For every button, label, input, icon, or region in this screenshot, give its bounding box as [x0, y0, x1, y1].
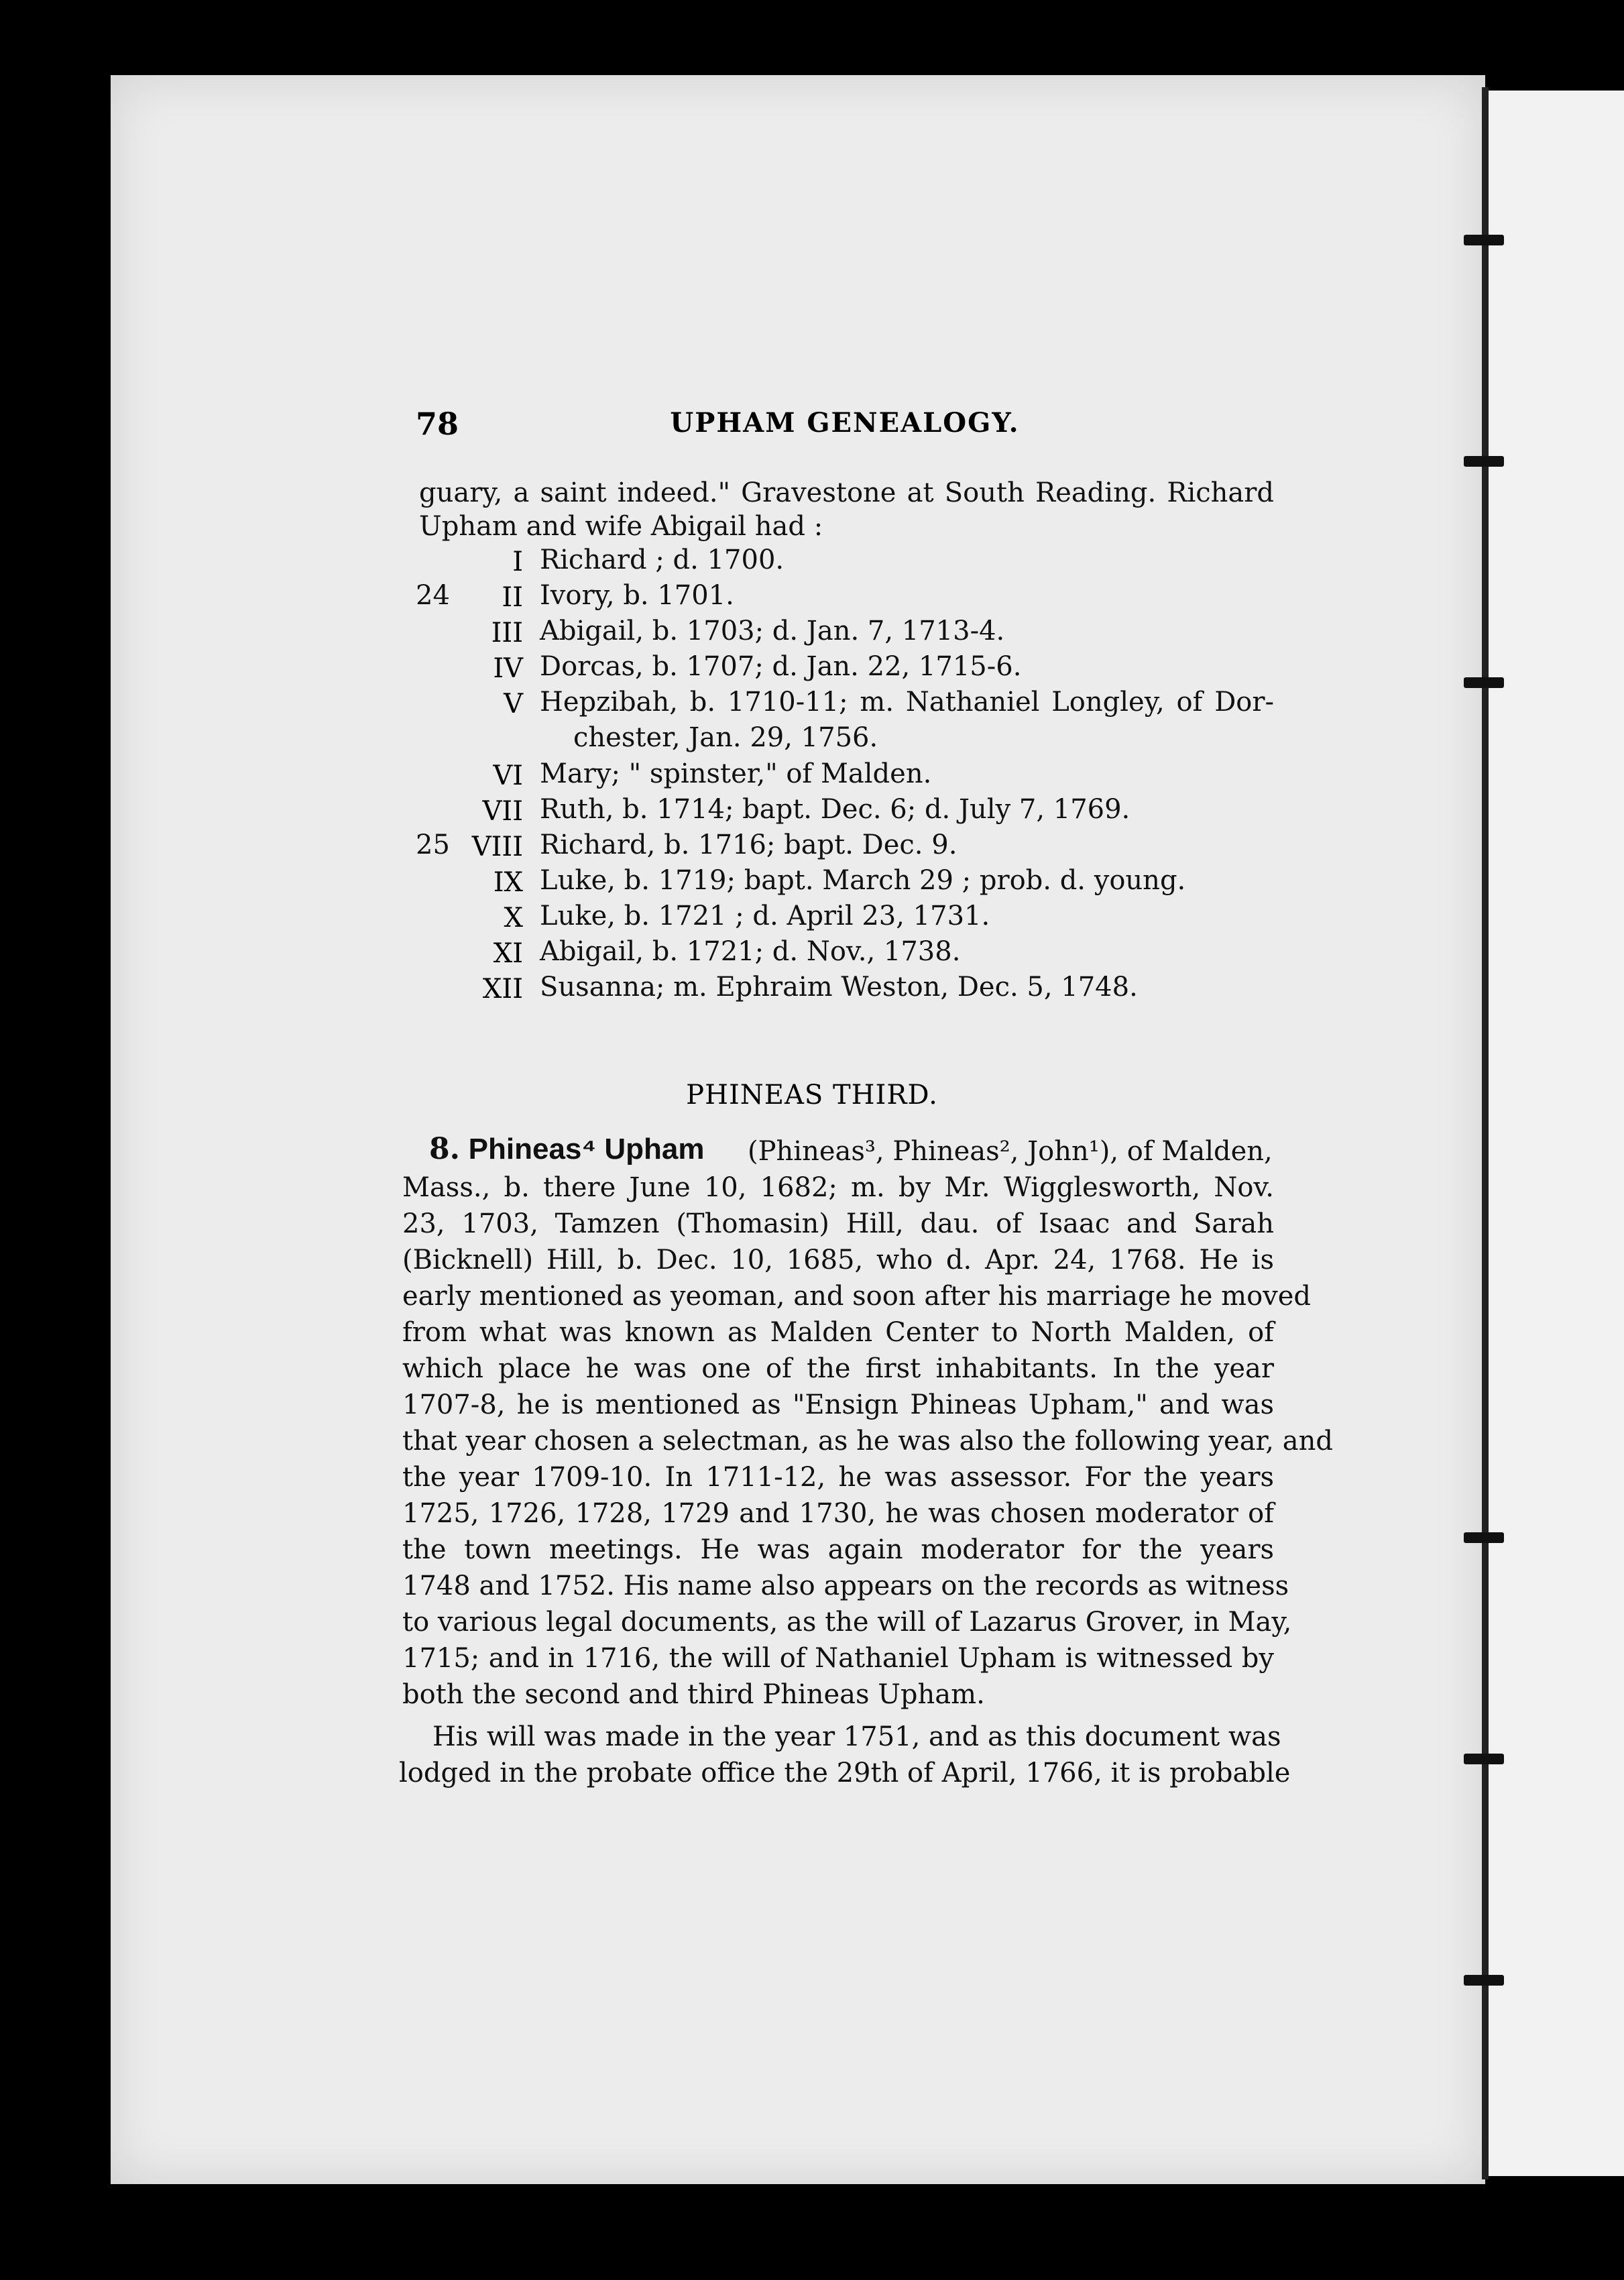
child-entry-continuation: chester, Jan. 29, 1756. — [573, 722, 878, 753]
entry-line: both the second and third Phineas Upham. — [402, 1679, 985, 1710]
child-numeral: VI — [493, 760, 523, 791]
child-numeral: XII — [482, 974, 523, 1005]
facing-page-edge — [1485, 91, 1624, 2176]
binding-clip — [1464, 1754, 1504, 1764]
child-entry: Mary; " spinster," of Malden. — [540, 758, 932, 789]
child-numeral: X — [504, 903, 523, 933]
child-ref-number: 24 — [416, 580, 450, 611]
entry-line: (Phineas³, Phineas², John¹), of Malden, — [748, 1136, 1273, 1167]
entry-head — [429, 1132, 705, 1166]
binding-clip — [1464, 1975, 1504, 1986]
intro-line: guary, a saint indeed." Gravestone at South Reading. Richard — [419, 477, 1274, 508]
child-entry: Abigail, b. 1703; d. Jan. 7, 1713-4. — [540, 616, 1005, 646]
entry-line: the year 1709-10. In 1711-12, he was assessor. For the years — [402, 1462, 1274, 1493]
child-entry: Dorcas, b. 1707; d. Jan. 22, 1715-6. — [540, 651, 1022, 682]
entry-line: from what was known as Malden Center to North Malden, of — [402, 1317, 1274, 1348]
child-entry: Ruth, b. 1714; bapt. Dec. 6; d. July 7, 1769. — [540, 794, 1130, 825]
section-heading: PHINEAS THIRD. — [686, 1080, 938, 1110]
child-numeral: V — [504, 689, 523, 720]
entry-name: Phineas⁴ Upham — [468, 1133, 705, 1165]
page-header — [416, 399, 1274, 453]
child-numeral: IX — [493, 867, 523, 898]
entry-line: lodged in the probate office the 29th of April, 1766, it is probable — [399, 1758, 1291, 1788]
child-numeral: I — [512, 547, 523, 577]
entry-line: that year chosen a selectman, as he was also the following year, and — [402, 1426, 1333, 1457]
entry-line: His will was made in the year 1751, and as this document was — [432, 1721, 1281, 1752]
binding-clip — [1464, 235, 1504, 245]
child-entry: Luke, b. 1721 ; d. April 23, 1731. — [540, 901, 990, 931]
entry-line: 1707-8, he is mentioned as "Ensign Phineas Upham," and was — [402, 1389, 1274, 1420]
entry-line: 1748 and 1752. His name also appears on the records as witness — [402, 1571, 1289, 1601]
intro-line: Upham and wife Abigail had : — [419, 511, 823, 542]
child-entry: Luke, b. 1719; bapt. March 29 ; prob. d. young. — [540, 865, 1186, 896]
entry-number: 8. — [429, 1132, 460, 1166]
entry-line: (Bicknell) Hill, b. Dec. 10, 1685, who d. Apr. 24, 1768. He is — [402, 1245, 1274, 1275]
child-entry: Abigail, b. 1721; d. Nov., 1738. — [540, 936, 961, 967]
child-entry: Hepzibah, b. 1710-11; m. Nathaniel Longley, of Dor- — [540, 687, 1274, 718]
child-numeral: XI — [493, 938, 523, 969]
book-page — [111, 75, 1485, 2184]
child-entry: Richard ; d. 1700. — [540, 545, 785, 575]
binding-spine — [1482, 87, 1489, 2179]
entry-line: 23, 1703, Tamzen (Thomasin) Hill, dau. of Isaac and Sarah — [402, 1208, 1274, 1239]
child-numeral: III — [491, 618, 523, 648]
entry-line: early mentioned as yeoman, and soon after his marriage he moved — [402, 1281, 1312, 1312]
child-numeral: VII — [482, 796, 523, 827]
child-entry: Ivory, b. 1701. — [540, 580, 734, 611]
child-entry: Richard, b. 1716; bapt. Dec. 9. — [540, 830, 958, 860]
entry-line: the town meetings. He was again moderator for the years — [402, 1534, 1274, 1565]
binding-clip — [1464, 456, 1504, 467]
child-numeral: IV — [493, 653, 523, 684]
child-entry: Susanna; m. Ephraim Weston, Dec. 5, 1748. — [540, 972, 1138, 1003]
binding-clip — [1464, 1532, 1504, 1543]
running-head: UPHAM GENEALOGY. — [670, 407, 1020, 439]
entry-line: which place he was one of the first inhabitants. In the year — [402, 1353, 1274, 1384]
child-ref-number: 25 — [416, 830, 450, 860]
entry-line: 1725, 1726, 1728, 1729 and 1730, he was chosen moderator of — [402, 1498, 1274, 1529]
entry-line: Mass., b. there June 10, 1682; m. by Mr. Wigglesworth, Nov. — [402, 1172, 1274, 1203]
binding-clip — [1464, 677, 1504, 688]
page-number: 78 — [416, 406, 459, 442]
child-numeral: II — [502, 582, 523, 613]
child-numeral: VIII — [471, 832, 523, 862]
entry-line: 1715; and in 1716, the will of Nathaniel Upham is witnessed by — [402, 1643, 1274, 1674]
entry-line: to various legal documents, as the will of Lazarus Grover, in May, — [402, 1607, 1292, 1638]
